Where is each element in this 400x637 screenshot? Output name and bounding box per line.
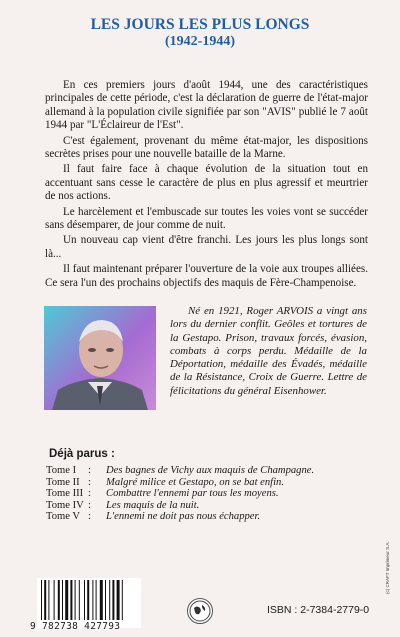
tome-label: Tome IV [46,499,84,511]
bio-text: Né en 1921, Roger ARVOIS a vingt ans lors du dernier conflit. Geôles et tortures de la Gestapo. Prison, travaux forcés, évasion, combats à corps perdu. Médaille de la Déportation, médaille des Évadés, médaille de la Résistance, Croix de Guerre. Lettre de félicitations du général Eisenhower. [170,305,367,397]
tome-title: L'ennemi ne doit pas nous échapper. [106,511,261,523]
paragraph: Il faut maintenant préparer l'ouverture de la voie aux troupes alliées. Ce sera l'un des prochains objectifs des maquis de Fère-Champenoise. [45,263,368,289]
deja-parus-heading: Déjà parus : [49,448,115,460]
paragraph: Il faut faire face à chaque évolution de la situation tout en accentuant sans cesse le caractère de plus en plus agressif et meurtrier de nos actions. [45,163,368,203]
author-bio [170,305,367,398]
isbn: ISBN : 2-7384-2779-0 [267,604,370,616]
paragraph: Un nouveau cap vient d'être franchi. Les jours les plus longs sont là... [45,234,368,260]
separator: : [88,511,91,523]
separator: : [88,488,91,500]
author-photo [44,306,156,410]
book-years: (1942-1944) [165,34,235,49]
separator: : [88,465,91,476]
publisher-logo-globe-icon [187,598,213,624]
tome-label: Tome V [46,511,81,523]
book-title: LES JOURS LES PLUS LONGS [90,16,310,33]
paragraph: C'est également, provenant du même état-major, les dispositions secrètes prises pour une nouvelle bataille de la Marne. [45,134,368,161]
tome-title: Malgré milice et Gestapo, on se bat enfin. [106,476,284,488]
back-cover-text [45,79,368,292]
list-item [46,465,314,477]
list-item [46,511,314,523]
tome-title: Les maquis de la nuit. [106,499,200,511]
list-item [46,488,314,500]
barcode-digits: 9 782738 427793 [30,621,121,632]
tome-title: Des bagnes de Vichy aux maquis de Champagne. [106,465,315,476]
tome-title: Combattre l'ennemi par tous les moyens. [106,488,279,500]
tome-label: Tome I [46,465,77,476]
separator: : [88,499,91,511]
tomes-list [46,465,314,523]
paragraph: En ces premiers jours d'août 1944, une des caractéristiques principales de cette période, c'est la déclaration de guerre de l'état-major allemand à la population civile signifiée par son "AVIS" publié le 7 août 1944 par "L'Éclaireur de l'Est". [45,79,368,132]
separator: : [88,476,91,488]
paragraph: Le harcèlement et l'embuscade sur toutes les voies vont se succéder sans désemparer, de jour comme de nuit. [45,205,368,232]
tome-label: Tome III [46,488,84,500]
author-portrait-icon [44,306,156,410]
list-item [46,500,314,512]
printer-credit: (c) CRAFT Imprimeur S.A. [385,541,390,594]
list-item [46,477,314,489]
tome-label: Tome II [46,476,80,488]
